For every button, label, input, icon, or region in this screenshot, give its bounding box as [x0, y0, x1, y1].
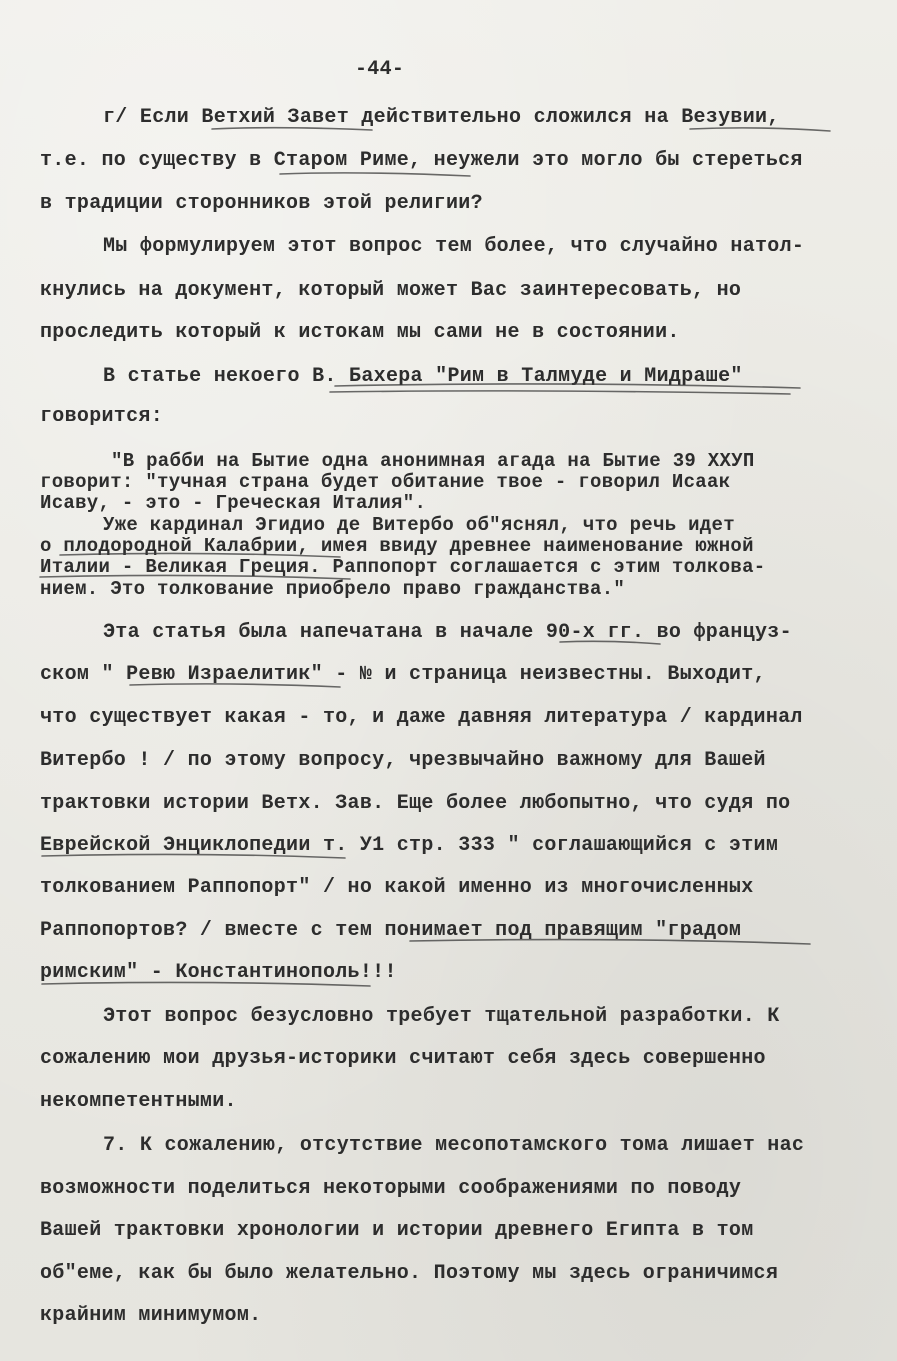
text-line: проследить который к истокам мы сами не в состоянии. [40, 321, 680, 344]
text-line: г/ Если Ветхий Завет действительно сложился на Везувии, [103, 106, 780, 129]
text-line: ском " Ревю Израелитик" - № и страница неизвестны. Выходит, [40, 663, 766, 686]
text-line: 7. К сожалению, отсутствие месопотамского тома лишает нас [103, 1134, 805, 1157]
text-line: что существует какая - то, и даже давняя литература / кардинал [40, 706, 803, 729]
text-line: т.е. по существу в Старом Риме, неужели это могло бы стереться [40, 149, 803, 172]
text-line: римским" - Константинополь!!! [40, 961, 397, 984]
text-line: Этот вопрос безусловно требует тщательной разработки. К [103, 1005, 780, 1028]
quote-line: Уже кардинал Эгидио де Витербо об"яснял, что речь идет [103, 514, 735, 536]
page-number: -44- [355, 58, 405, 81]
text-line: Еврейской Энциклопедии т. У1 стр. 333 " соглашающийся с этим [40, 834, 779, 857]
text-line: об"еме, как бы было желательно. Поэтому мы здесь ограничимся [40, 1262, 779, 1285]
text-line: кнулись на документ, который может Вас заинтересовать, но [40, 279, 742, 302]
underline-mark [330, 391, 790, 394]
quote-line: Италии - Великая Греция. Раппопорт соглашается с этим толкова- [40, 556, 766, 578]
text-line: Раппопортов? / вместе с тем понимает под правящим "градом [40, 919, 742, 942]
text-line: в традиции сторонников этой религии? [40, 192, 483, 215]
text-line: толкованием Раппопорт" / но какой именно из многочисленных [40, 876, 754, 899]
quote-line: о плодородной Калабрии, имея ввиду древнее наименование южной [40, 535, 754, 557]
text-line: трактовки истории Ветх. Зав. Еще более любопытно, что судя по [40, 792, 791, 815]
text-line: Вашей трактовки хронологии и истории древнего Египта в том [40, 1219, 754, 1242]
text-line: возможности поделиться некоторыми соображениями по поводу [40, 1177, 742, 1200]
text-line: некомпетентными. [40, 1090, 237, 1113]
quote-line: "В рабби на Бытие одна анонимная агада на Бытие 39 XXУП [111, 450, 755, 472]
text-line: В статье некоего В. Бахера "Рим в Талмуде и Мидраше" [103, 365, 743, 388]
quote-line: говорит: "тучная страна будет обитание твое - говорил Исаак [40, 471, 731, 493]
text-line: крайним минимумом. [40, 1304, 262, 1327]
quote-line: Исаву, - это - Греческая Италия". [40, 492, 427, 514]
quote-line: нием. Это толкование приобрело право гражданства." [40, 578, 626, 600]
text-line: Эта статья была напечатана в начале 90-х гг. во француз- [103, 621, 792, 644]
text-line: сожалению мои друзья-историки считают себя здесь совершенно [40, 1047, 766, 1070]
underline-mark [280, 173, 470, 176]
text-line: Витербо ! / по этому вопросу, чрезвычайно важному для Вашей [40, 749, 766, 772]
text-line: говорится: [40, 405, 164, 428]
text-line: Мы формулируем этот вопрос тем более, что случайно натол- [103, 235, 805, 258]
